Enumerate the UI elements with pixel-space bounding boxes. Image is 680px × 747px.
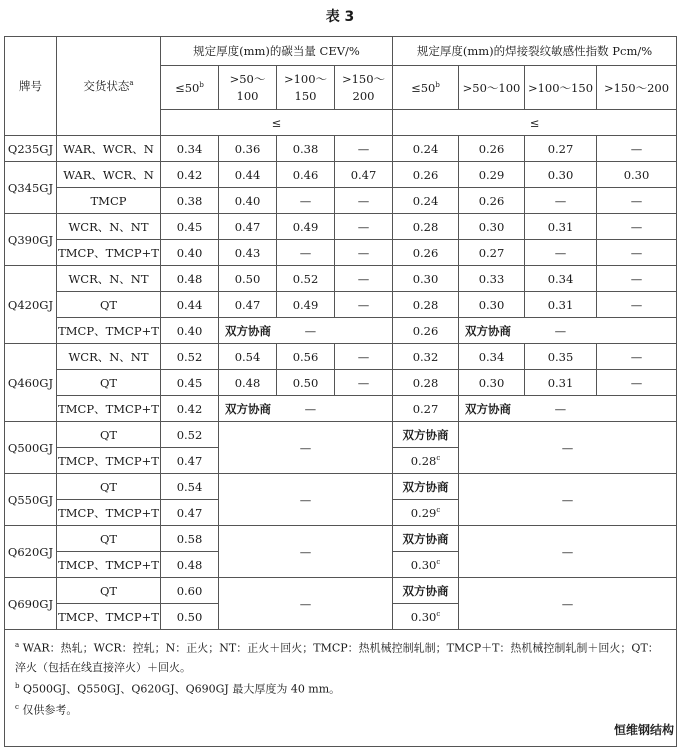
value-cell: — bbox=[335, 136, 393, 162]
state-cell: TMCP、TMCP+T bbox=[57, 500, 161, 526]
grade-cell: Q550GJ bbox=[5, 474, 57, 526]
value-cell: 0.30$^c$ bbox=[393, 552, 459, 578]
value-cell: 0.54 bbox=[219, 344, 277, 370]
value-cell: 0.31 bbox=[525, 214, 597, 240]
value-cell: 0.24 bbox=[393, 188, 459, 214]
table-row bbox=[5, 292, 677, 318]
dash-cell: — bbox=[459, 578, 677, 630]
dash-cell: — bbox=[219, 422, 393, 474]
value-cell: 0.30 bbox=[525, 162, 597, 188]
state-cell: TMCP、TMCP+T bbox=[57, 448, 161, 474]
value-cell: 0.28$^c$ bbox=[393, 448, 459, 474]
value-cell: 0.52 bbox=[161, 422, 219, 448]
value-cell: 0.44 bbox=[161, 292, 219, 318]
value-cell: — bbox=[597, 344, 677, 370]
value-cell: 0.52 bbox=[161, 344, 219, 370]
state-cell: QT bbox=[57, 292, 161, 318]
value-cell: 0.45 bbox=[161, 370, 219, 396]
header-cev-t1: $\le 50^b$ bbox=[161, 66, 219, 110]
value-cell: — bbox=[597, 292, 677, 318]
value-cell: 0.26 bbox=[459, 136, 525, 162]
value-cell: — bbox=[335, 292, 393, 318]
table-title: 表 3 bbox=[325, 9, 355, 25]
value-cell: 0.46 bbox=[277, 162, 335, 188]
value-cell: 0.34 bbox=[459, 344, 525, 370]
value-cell: — bbox=[597, 266, 677, 292]
value-cell: 0.50 bbox=[219, 266, 277, 292]
value-cell: 0.28 bbox=[393, 370, 459, 396]
value-cell: 0.47 bbox=[335, 162, 393, 188]
value-cell: 0.30 bbox=[459, 214, 525, 240]
value-cell: 0.49 bbox=[277, 214, 335, 240]
value-cell: — bbox=[525, 188, 597, 214]
negotiation-cell: 双方协商 bbox=[393, 578, 459, 604]
grade-cell: Q620GJ bbox=[5, 526, 57, 578]
value-cell: 0.27 bbox=[459, 240, 525, 266]
value-cell: 0.24 bbox=[393, 136, 459, 162]
value-cell: 0.52 bbox=[277, 266, 335, 292]
value-cell: 0.54 bbox=[161, 474, 219, 500]
negotiation-cell: 双方协商 bbox=[393, 422, 459, 448]
state-cell: TMCP、TMCP+T bbox=[57, 604, 161, 630]
state-cell: TMCP bbox=[57, 188, 161, 214]
header-pcm-le: ≤ bbox=[393, 110, 677, 136]
grade-cell: Q390GJ bbox=[5, 214, 57, 266]
header-pcm-group: 规定厚度(mm)的焊接裂纹敏感性指数 Pcm/% bbox=[393, 37, 677, 66]
state-cell: WAR、WCR、N bbox=[57, 162, 161, 188]
value-cell: 0.45 bbox=[161, 214, 219, 240]
grade-cell: Q690GJ bbox=[5, 578, 57, 630]
negotiation-cell: 双方协商 bbox=[393, 474, 459, 500]
header-pcm-t3: >100～150 bbox=[525, 66, 597, 110]
value-cell: 0.26 bbox=[393, 240, 459, 266]
state-cell: QT bbox=[57, 422, 161, 448]
state-cell: WCR、N、NT bbox=[57, 214, 161, 240]
value-cell: 0.28 bbox=[393, 214, 459, 240]
header-pcm-t2: >50～100 bbox=[459, 66, 525, 110]
header-cev-t4: >150～200 bbox=[335, 66, 393, 110]
value-cell: — bbox=[597, 370, 677, 396]
state-cell: WCR、N、NT bbox=[57, 344, 161, 370]
state-cell: QT bbox=[57, 578, 161, 604]
grade-cell: Q460GJ bbox=[5, 344, 57, 422]
footnote-b: $^b$ Q500GJ、Q550GJ、Q620GJ、Q690GJ 最大厚度为 40 mm。 bbox=[15, 681, 341, 696]
value-cell: 0.40 bbox=[161, 318, 219, 344]
table-row bbox=[5, 136, 677, 162]
table-row bbox=[5, 318, 677, 344]
header-delivery-state: 交货状态$^a$ bbox=[57, 37, 161, 136]
table-row bbox=[5, 422, 677, 448]
footnote-a: $^a$ WAR：热轧；WCR：控轧；N：正火；NT：正火＋回火；TMCP：热机械控制轧制；TMCP＋T：热机械控制轧制＋回火；QT：淬火（包括在线直接淬火）＋回火。 bbox=[15, 641, 659, 674]
header-cev-le: ≤ bbox=[161, 110, 393, 136]
value-cell: — bbox=[335, 266, 393, 292]
state-cell: QT bbox=[57, 370, 161, 396]
dash-cell: — bbox=[219, 526, 393, 578]
value-cell: 0.47 bbox=[161, 448, 219, 474]
value-cell: 0.48 bbox=[161, 266, 219, 292]
value-cell: — bbox=[277, 188, 335, 214]
value-cell: — bbox=[335, 240, 393, 266]
value-cell: 0.49 bbox=[277, 292, 335, 318]
value-cell: 0.47 bbox=[161, 500, 219, 526]
value-cell: 0.31 bbox=[525, 370, 597, 396]
value-cell: 0.30 bbox=[597, 162, 677, 188]
value-cell: — bbox=[597, 136, 677, 162]
state-cell: QT bbox=[57, 526, 161, 552]
value-cell: 0.40 bbox=[161, 240, 219, 266]
footnote-c: $^c$ 仅供参考。 bbox=[15, 703, 78, 717]
footnotes bbox=[5, 630, 677, 747]
grade-cell: Q345GJ bbox=[5, 162, 57, 214]
value-cell: 0.30 bbox=[459, 292, 525, 318]
value-cell: 0.48 bbox=[219, 370, 277, 396]
value-cell: 0.30 bbox=[393, 266, 459, 292]
dash-cell: — bbox=[219, 474, 393, 526]
state-cell: WCR、N、NT bbox=[57, 266, 161, 292]
value-cell: 0.50 bbox=[161, 604, 219, 630]
negotiation-cell: 双方协商 bbox=[393, 526, 459, 552]
table-row bbox=[5, 344, 677, 370]
value-cell: — bbox=[335, 370, 393, 396]
value-cell: 0.34 bbox=[161, 136, 219, 162]
value-cell: — bbox=[335, 344, 393, 370]
table-row bbox=[5, 474, 677, 500]
table-row bbox=[5, 370, 677, 396]
value-cell: 0.58 bbox=[161, 526, 219, 552]
watermark: 恒维钢结构 bbox=[613, 723, 674, 737]
value-cell: 0.38 bbox=[277, 136, 335, 162]
value-cell: 0.60 bbox=[161, 578, 219, 604]
value-cell: 0.27 bbox=[393, 396, 459, 422]
value-cell: 0.30 bbox=[459, 370, 525, 396]
dash-cell: — bbox=[459, 474, 677, 526]
dash-cell: — bbox=[219, 578, 393, 630]
state-cell: TMCP、TMCP+T bbox=[57, 318, 161, 344]
header-cev-t2: >50～100 bbox=[219, 66, 277, 110]
value-cell: 0.26 bbox=[459, 188, 525, 214]
state-cell: TMCP、TMCP+T bbox=[57, 240, 161, 266]
value-cell: 0.34 bbox=[525, 266, 597, 292]
grade-cell: Q235GJ bbox=[5, 136, 57, 162]
value-cell: 0.32 bbox=[393, 344, 459, 370]
state-cell: TMCP、TMCP+T bbox=[57, 396, 161, 422]
value-cell: 0.31 bbox=[525, 292, 597, 318]
value-cell: 0.28 bbox=[393, 292, 459, 318]
header-grade: 牌号 bbox=[5, 37, 57, 136]
grade-cell: Q420GJ bbox=[5, 266, 57, 344]
value-cell: 0.44 bbox=[219, 162, 277, 188]
table-row bbox=[5, 396, 677, 422]
value-cell: — bbox=[597, 214, 677, 240]
value-cell: — bbox=[525, 240, 597, 266]
value-cell: 0.43 bbox=[219, 240, 277, 266]
value-cell: — bbox=[597, 240, 677, 266]
table-row bbox=[5, 188, 677, 214]
value-cell: 0.42 bbox=[161, 162, 219, 188]
grade-cell: Q500GJ bbox=[5, 422, 57, 474]
state-cell: TMCP、TMCP+T bbox=[57, 552, 161, 578]
value-cell: 0.33 bbox=[459, 266, 525, 292]
negotiation-cell: 双方协商 — bbox=[459, 318, 677, 344]
value-cell: 0.26 bbox=[393, 318, 459, 344]
dash-cell: — bbox=[459, 526, 677, 578]
table-row bbox=[5, 162, 677, 188]
state-cell: WAR、WCR、N bbox=[57, 136, 161, 162]
value-cell: 0.50 bbox=[277, 370, 335, 396]
header-pcm-t1: $\le 50^b$ bbox=[393, 66, 459, 110]
value-cell: 0.48 bbox=[161, 552, 219, 578]
cev-pcm-table bbox=[4, 36, 677, 747]
negotiation-cell: 双方协商 — bbox=[219, 318, 393, 344]
value-cell: — bbox=[597, 188, 677, 214]
value-cell: 0.26 bbox=[393, 162, 459, 188]
value-cell: 0.35 bbox=[525, 344, 597, 370]
header-cev-t3: >100～150 bbox=[277, 66, 335, 110]
table-row bbox=[5, 526, 677, 552]
header-pcm-t4: >150～200 bbox=[597, 66, 677, 110]
value-cell: 0.40 bbox=[219, 188, 277, 214]
value-cell: 0.30$^c$ bbox=[393, 604, 459, 630]
value-cell: 0.38 bbox=[161, 188, 219, 214]
value-cell: 0.42 bbox=[161, 396, 219, 422]
dash-cell: — bbox=[459, 422, 677, 474]
negotiation-cell: 双方协商 — bbox=[459, 396, 677, 422]
state-cell: QT bbox=[57, 474, 161, 500]
value-cell: 0.56 bbox=[277, 344, 335, 370]
header-cev-group: 规定厚度(mm)的碳当量 CEV/% bbox=[161, 37, 393, 66]
table-row bbox=[5, 240, 677, 266]
value-cell: 0.47 bbox=[219, 214, 277, 240]
value-cell: — bbox=[277, 240, 335, 266]
value-cell: — bbox=[335, 188, 393, 214]
value-cell: 0.36 bbox=[219, 136, 277, 162]
value-cell: — bbox=[335, 214, 393, 240]
value-cell: 0.29$^c$ bbox=[393, 500, 459, 526]
value-cell: 0.29 bbox=[459, 162, 525, 188]
value-cell: 0.27 bbox=[525, 136, 597, 162]
table-row bbox=[5, 214, 677, 240]
negotiation-cell: 双方协商 — bbox=[219, 396, 393, 422]
table-row bbox=[5, 266, 677, 292]
value-cell: 0.47 bbox=[219, 292, 277, 318]
table-row bbox=[5, 578, 677, 604]
